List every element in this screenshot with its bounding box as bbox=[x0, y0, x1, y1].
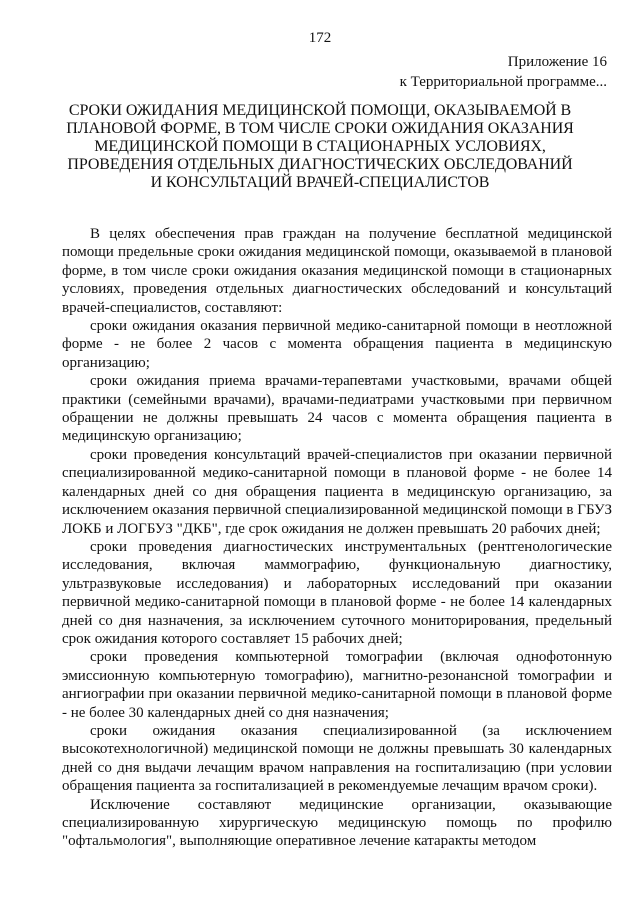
paragraph-diagnostic-studies: сроки проведения диагностических инструментальных (рентгенологические исследования, включая маммографию, функциональную диагностику, ультразвуковые исследования) и лабораторных исследований при оказании первичной медико-санитарной помощи в плановой форме - не более 14 календарных дней со дня назначения, за исключением суточного мониторирования, предельный срок ожидания которого составляет 15 рабочих дней; bbox=[62, 538, 612, 647]
appendix-number: Приложение 16 bbox=[507, 54, 607, 70]
paragraph-specialist-consultations: сроки проведения консультаций врачей-специалистов при оказании первичной специализированной медико-санитарной помощи в плановой форме - не более 14 календарных дней со дня обращения пациента в медицинскую организацию, за исключением оказания первичной специализированной медицинской помощи в ГБУЗ ЛОКБ и ЛОГБУЗ "ДКБ", где срок ожидания не должен превышать 20 рабочих дней; bbox=[62, 446, 612, 537]
appendix-reference bbox=[400, 52, 607, 92]
paragraph-tomography: сроки проведения компьютерной томографии (включая однофотонную эмиссионную компьютерную томографию), магнитно-резонансной томографии и ангиографии при оказании первичной медико-санитарной помощи в плановой форме - не более 30 календарных дней со дня назначения; bbox=[62, 649, 612, 721]
paragraph-specialized-care: сроки ожидания оказания специализированной (за исключением высокотехнологичной) медицинской помощи не должны превышать 30 календарных дней со дня выдачи лечащим врачом направления на госпитализацию (при условии обращения пациента за госпитализацией в рекомендуемые лечащим врачом сроки). bbox=[62, 722, 612, 795]
page-number: 172 bbox=[308, 30, 332, 46]
paragraph-intro: В целях обеспечения прав граждан на получение бесплатной медицинской помощи предельные сроки ожидания медицинской помощи, оказываемой в плановой форме, в том числе сроки ожидания оказания медицинской помощи в стационарных условиях, проведения отдельных диагностических обследований и консультаций врачей-специалистов, составляют: bbox=[62, 226, 612, 316]
appendix-program: к Территориальной программе... bbox=[399, 74, 607, 90]
paragraph-urgent-care: сроки ожидания оказания первичной медико-санитарной помощи в неотложной форме - не более 2 часов с момента обращения пациента в медицинскую организацию; bbox=[62, 318, 612, 371]
paragraph-primary-reception: сроки ожидания приема врачами-терапевтами участковыми, врачами общей практики (семейными врачами), врачами-педиатрами участковыми при первичном обращении не должны превышать 24 часов с момента обращения пациента в медицинскую организацию; bbox=[62, 373, 612, 445]
document-title: СРОКИ ОЖИДАНИЯ МЕДИЦИНСКОЙ ПОМОЩИ, ОКАЗЫВАЕМОЙ В ПЛАНОВОЙ ФОРМЕ, В ТОМ ЧИСЛЕ СРОКИ ОЖИДАНИЯ ОКАЗАНИЯ МЕДИЦИНСКОЙ ПОМОЩИ В СТАЦИОНАРНЫХ УСЛОВИЯХ, ПРОВЕДЕНИЯ ОТДЕЛЬНЫХ ДИАГНОСТИЧЕСКИХ ОБСЛЕДОВАНИЙ И КОНСУЛЬТАЦИЙ ВРАЧЕЙ-СПЕЦИАЛИСТОВ bbox=[66, 102, 574, 191]
paragraph-exception: Исключение составляют медицинские организации, оказывающие специализированную хирургическую медицинскую помощь по профилю "офтальмология", выполняющие оперативное лечение катаракты методом bbox=[62, 796, 612, 850]
document-body bbox=[62, 225, 612, 851]
